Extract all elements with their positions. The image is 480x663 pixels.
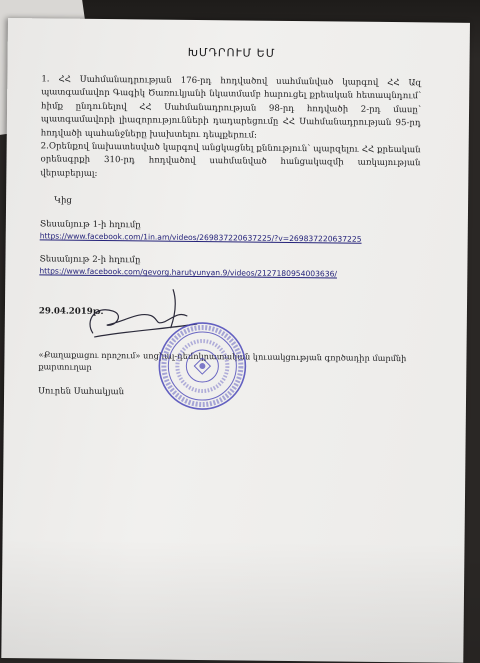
official-stamp — [156, 320, 249, 413]
attachment-label: Կից — [54, 195, 73, 206]
signatory-title: «Քաղաքացու որոշում» սոցիալ-դեմոկրատական կուսակցության գործադիր մարմնի քարտուղար — [38, 349, 407, 373]
evidence-item-1 — [40, 219, 420, 246]
evidence-label: Տեսանյութ 2-ի հղումը — [39, 254, 141, 266]
document-title: ԽՄԴՐՈՒՄ ԵՄ — [187, 45, 276, 60]
document-date: 29.04.2019թ. — [38, 306, 104, 318]
document-page — [1, 18, 470, 663]
request-paragraph-1: 1. ՀՀ Սահմանադրության 176-րդ հոդվածով սահմանված կարգով ՀՀ Ազ պատգամավոր Գագիկ Ծառուկյանի նկատմամբ հարուցել քրեական հետապնդում՝ հիմք ընդունելով ՀՀ Սահմանադրության 98-րդ հոդվածի 2-րդ մասը՝ պատգամավորի լիազորությունների դադարեցումը ՀՀ Սահմանադրության 95-րդ հոդվածի պահանջները խախտելու դեպքերում: — [40, 74, 422, 141]
request-paragraph-2: 2.Օրենքով նախատեսված կարգով անցկացնել քննություն՝ պարզելու ՀՀ քրեական օրենսգրքի 310-րդ հոդվածով սահմանված հանցակազմի առկայության վերաբերյալ: — [40, 141, 421, 179]
evidence-link[interactable]: https://www.facebook.com/1in.am/videos/269837220637225/?v=269837220637225 — [39, 231, 362, 244]
evidence-label: Տեսանյութ 1-ի հղումը — [39, 219, 141, 231]
signatory-name: Սուրեն Սահակյան — [38, 386, 125, 398]
evidence-item-2 — [39, 254, 419, 281]
evidence-link[interactable]: https://www.facebook.com/gevorg.harutyunyan.9/videos/2127180954003636/ — [39, 266, 338, 279]
